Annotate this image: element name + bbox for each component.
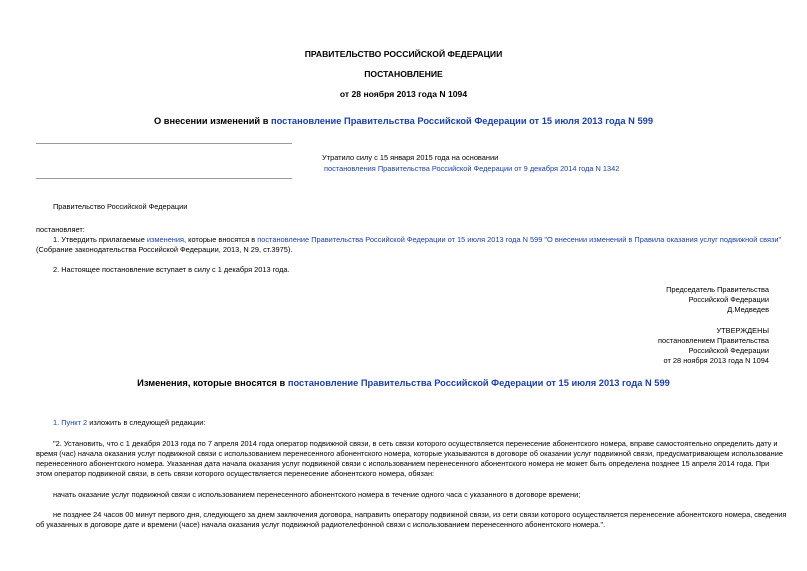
quote-line-3: перенесенного абонентского номера. Указанная дата начала оказания услуг подвижной связи с использованием перенесенного абонентского номера не может быть определена позднее 15 апреля 2014 года. При [36,459,770,468]
quote-line-7: об указанных в договоре дате и времени (часе) начала оказания услуг подвижной радиотелефонной связи с использованием перенесенного абонентского номера.". [36,520,606,529]
paragraph-1-line2: (Собрание законодательства Российской Федерации, 2013, N 29, ст.3975). [36,245,293,254]
paragraph-1-start: 1. Утвердить прилагаемые [53,235,147,244]
paragraph-1 [53,235,781,245]
status-note-link[interactable]: постановления Правительства Российской Федерации от 9 декабря 2014 года N 1342 [324,164,620,173]
approved-line-4: от 28 ноября 2013 года N 1094 [663,356,769,365]
approved-line-3: Российской Федерации [688,346,769,355]
changes-title-link[interactable]: постановление Правительства Российской Федерации от 15 июля 2013 года N 599 [287,378,670,388]
status-note-text: Утратило силу с 15 января 2015 года на основании [322,153,499,162]
signature-name: Д.Медведев [727,305,769,314]
paragraph-2: 2. Настоящее постановление вступает в силу с 1 декабря 2013 года. [53,265,290,274]
changes-title-prefix: Изменения, которые вносятся в [137,378,288,388]
quote-line-1: "2. Установить, что с 1 декабря 2013 года по 7 апреля 2014 года оператор подвижной связи, в сеть связи которого осуществляется перенесение абонентского номера, вправе самостоятельно определить дату и [53,439,778,448]
doc-type-heading: ПОСТАНОВЛЕНИЕ [364,69,443,79]
item-1-rest: изложить в следующей редакции: [87,418,206,427]
government-heading: ПРАВИТЕЛЬСТВО РОССИЙСКОЙ ФЕДЕРАЦИИ [304,49,503,59]
quote-line-6: не позднее 24 часов 00 минут первого дня, следующего за днем заключения договора, направить оператору подвижной связи, из сети связи которого осуществляется перенесение абонентского номера, сведения [53,510,787,519]
quote-line-2: время (час) начала оказания услуг подвижной связи с использованием перенесенного абонентского номера, которые указываются в договоре об оказании услуг подвижной связи, предусматривающем использование [36,449,783,458]
doc-date-number: от 28 ноября 2013 года N 1094 [339,89,468,99]
paragraph-1-middle: , которые вносятся в [184,235,258,244]
document-title [0,115,807,127]
point-2-link[interactable]: 1. Пункт 2 [53,418,88,427]
approved-line-1: УТВЕРЖДЕНЫ [716,326,769,335]
decides-text: постановляет: [36,225,85,234]
divider-top [36,143,292,144]
signature-line-1: Председатель Правительства [666,285,769,294]
item-1 [53,418,205,428]
quote-line-4: этом оператор подвижной связи, в сеть связи которого осуществляется перенесение абонентского номера, обязан: [36,469,435,478]
resolution-599-link[interactable]: постановление Правительства Российской Федерации от 15 июля 2013 года N 599 "О внесении изменений в Правила оказания услуг подвижной связи" [257,235,782,244]
quote-line-5: начать оказание услуг подвижной связи с использованием перенесенного абонентского номера в течение одного часа с указанного в договоре времени; [53,490,581,499]
changes-title [0,377,807,389]
title-prefix: О внесении изменений в [153,116,272,126]
signature-line-2: Российской Федерации [688,295,769,304]
approved-line-2: постановлением Правительства [658,336,769,345]
divider-bottom [36,178,292,179]
issuer-text: Правительство Российской Федерации [53,202,188,211]
changes-link[interactable]: изменения [146,235,185,244]
title-link[interactable]: постановление Правительства Российской Федерации от 15 июля 2013 года N 599 [271,116,653,126]
